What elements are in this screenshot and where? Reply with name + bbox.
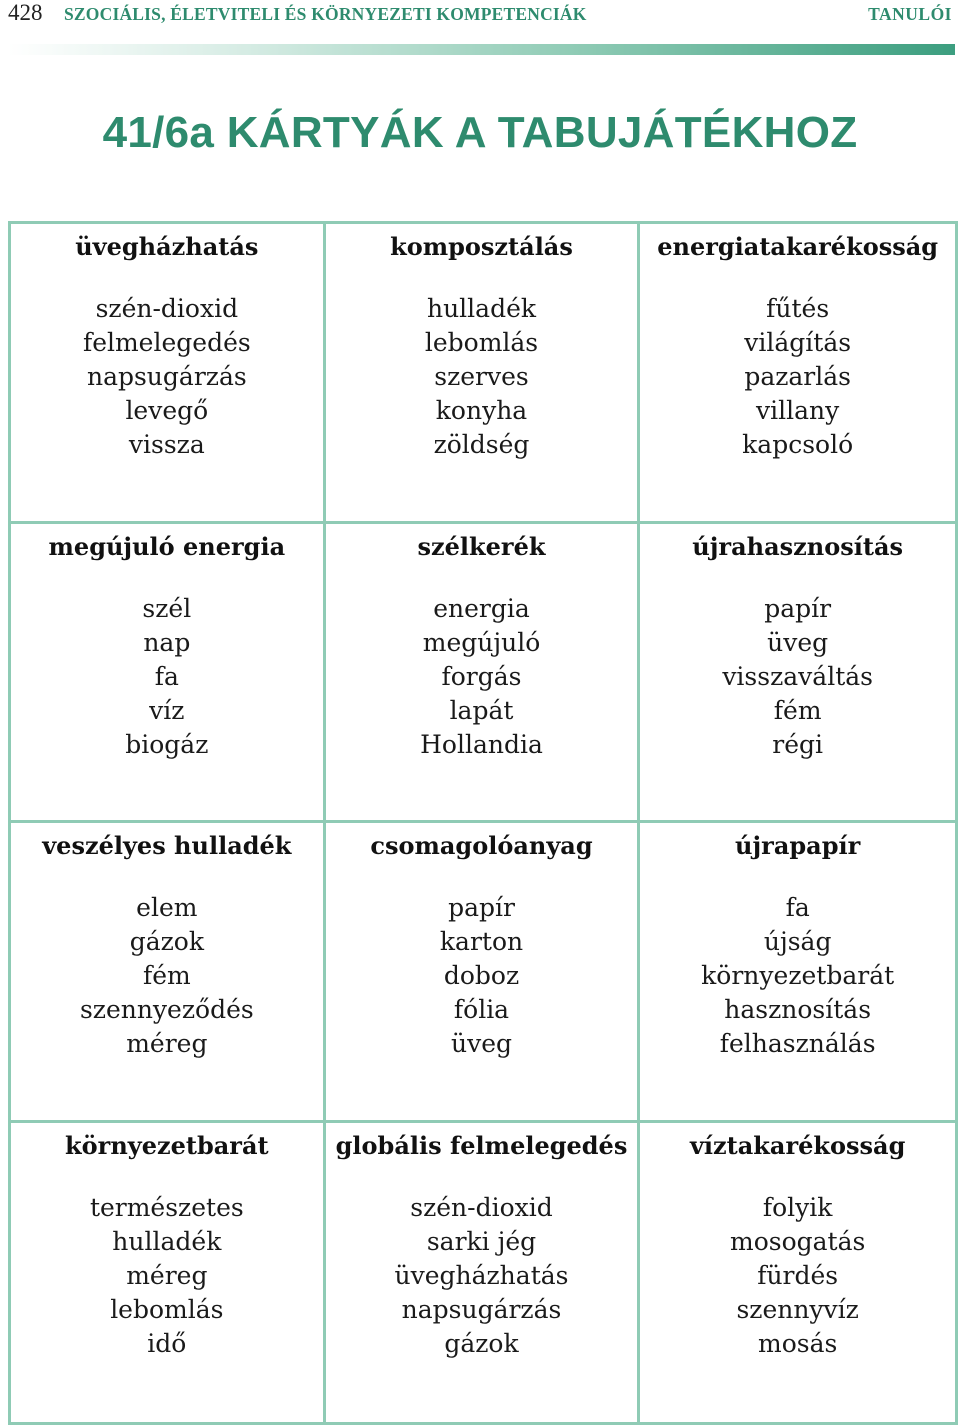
card-word: világítás	[744, 328, 852, 357]
taboo-card	[326, 1123, 641, 1423]
card-word: napsugárzás	[401, 1294, 562, 1324]
card-word: hulladék	[112, 1226, 222, 1256]
card-word: mosogatás	[729, 1226, 866, 1256]
card-title: komposztálás	[390, 232, 573, 261]
card-title: újrapapír	[735, 831, 861, 860]
card-word: folyik	[762, 1192, 833, 1222]
card-word: sarki jég	[426, 1226, 537, 1256]
card-title: üvegházhatás	[75, 232, 259, 261]
card-word: víz	[149, 695, 185, 725]
card-word: elem	[136, 893, 198, 922]
taboo-card	[640, 524, 955, 824]
card-word: szél	[142, 593, 192, 623]
taboo-card	[326, 224, 641, 524]
card-word: üveg	[450, 1029, 512, 1058]
card-word: papír	[764, 593, 832, 623]
card-title: csomagolóanyag	[370, 831, 593, 860]
card-word: szennyeződés	[79, 995, 254, 1024]
taboo-card	[11, 1123, 326, 1423]
card-word: szén-dioxid	[410, 1192, 553, 1222]
card-title: globális felmelegedés	[335, 1130, 628, 1160]
taboo-card	[640, 224, 955, 524]
card-word: papír	[448, 893, 515, 922]
card-word: régi	[772, 729, 824, 759]
card-word: visszaváltás	[722, 661, 873, 691]
card-title: megújuló energia	[48, 531, 286, 561]
page-title: 41/6a KÁRTYÁK A TABUJÁTÉKHOZ	[102, 108, 858, 157]
taboo-card	[11, 524, 326, 824]
taboo-card	[640, 823, 955, 1123]
card-word: kapcsoló	[742, 430, 854, 459]
taboo-card	[11, 224, 326, 524]
page-number: 428	[8, 0, 43, 25]
card-word: doboz	[443, 961, 520, 990]
card-word: szerves	[434, 362, 529, 391]
running-tag: TANULÓI	[868, 4, 952, 24]
card-word: Hollandia	[420, 729, 543, 759]
card-word: méreg	[126, 1260, 208, 1290]
card-word: pazarlás	[744, 362, 851, 391]
card-word: fürdés	[757, 1260, 839, 1290]
card-word: hulladék	[426, 294, 537, 323]
card-word: környezetbarát	[701, 961, 895, 990]
card-word: karton	[439, 927, 524, 956]
card-word: forgás	[441, 661, 522, 691]
card-word: felhasználás	[719, 1029, 876, 1058]
card-word: szén-dioxid	[95, 294, 239, 323]
card-word: levegő	[125, 396, 209, 425]
header-rule	[8, 44, 955, 55]
card-word: fém	[142, 961, 191, 990]
card-word: lapát	[449, 695, 514, 725]
card-word: szennyvíz	[736, 1294, 859, 1324]
card-word: fa	[785, 893, 810, 922]
card-word: nap	[143, 627, 191, 657]
card-word: üvegházhatás	[394, 1260, 569, 1290]
taboo-card	[326, 823, 641, 1123]
card-title: energiatakarékosság	[657, 232, 939, 261]
card-title: szélkerék	[417, 531, 546, 561]
taboo-card	[326, 524, 641, 824]
card-word: gázok	[129, 927, 204, 956]
card-word: felmelegedés	[82, 328, 251, 357]
card-word: lebomlás	[424, 328, 539, 357]
taboo-card	[11, 823, 326, 1123]
card-word: üveg	[767, 627, 829, 657]
card-word: méreg	[126, 1029, 208, 1058]
card-word: megújuló	[422, 627, 541, 657]
card-word: mosás	[757, 1328, 838, 1358]
card-word: idő	[147, 1328, 187, 1358]
running-title: SZOCIÁLIS, ÉLETVITELI ÉS KÖRNYEZETI KOMPETENCIÁK	[64, 4, 587, 24]
card-word: fém	[773, 695, 822, 725]
card-word: természetes	[89, 1192, 244, 1222]
card-word: gázok	[444, 1328, 519, 1358]
card-word: villany	[756, 396, 840, 425]
card-word: vissza	[128, 430, 205, 459]
page-header	[0, 0, 960, 30]
card-word: lebomlás	[110, 1294, 224, 1324]
card-word: biogáz	[125, 729, 209, 759]
card-word: fűtés	[766, 294, 830, 323]
card-word: újság	[763, 927, 832, 956]
card-word: fa	[154, 661, 179, 691]
card-title: víztakarékosság	[689, 1130, 906, 1160]
card-word: energia	[433, 593, 530, 623]
card-title: környezetbarát	[65, 1130, 269, 1160]
card-grid	[8, 221, 958, 1425]
card-word: fólia	[453, 995, 510, 1024]
card-title: újrahasznosítás	[692, 531, 903, 561]
taboo-card	[640, 1123, 955, 1423]
card-word: zöldség	[433, 430, 530, 459]
card-word: hasznosítás	[724, 995, 872, 1024]
card-title: veszélyes hulladék	[42, 831, 292, 860]
card-word: konyha	[435, 396, 528, 425]
card-word: napsugárzás	[86, 362, 247, 391]
